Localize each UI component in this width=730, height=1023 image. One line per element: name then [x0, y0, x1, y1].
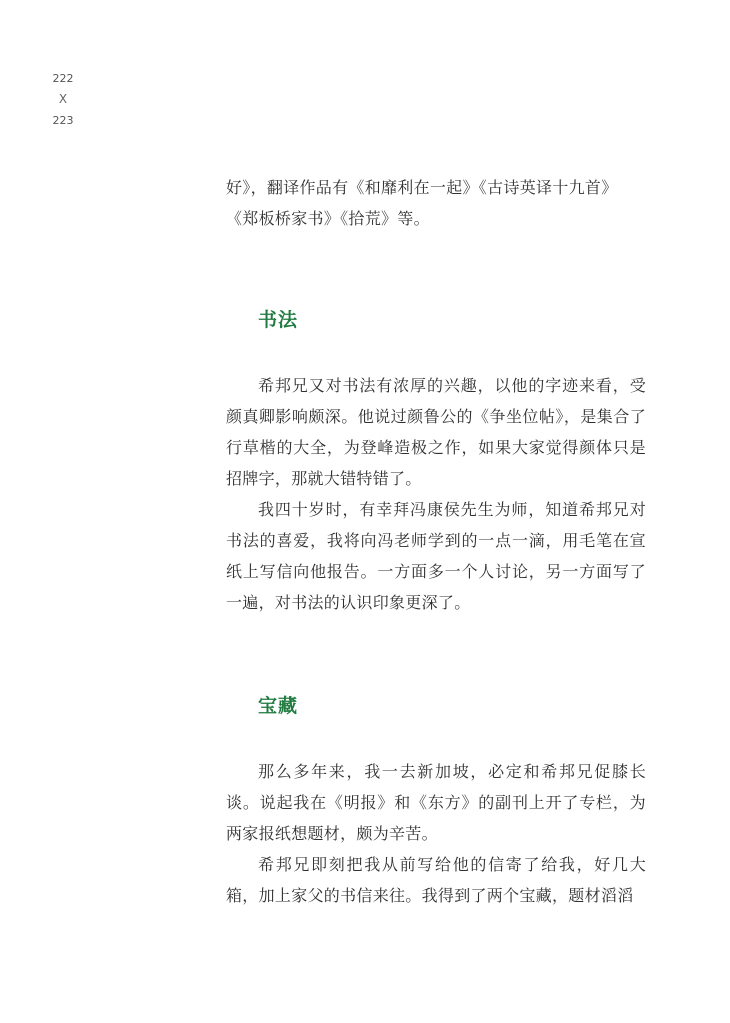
page-number-separator: X	[58, 92, 68, 106]
page-number-block	[46, 68, 80, 131]
section-heading-calligraphy: 书法	[258, 309, 299, 331]
page-number-right: 223	[52, 114, 74, 127]
page-number-left: 222	[52, 72, 74, 85]
continuation-line: 《郑板桥家书》《拾荒》等。	[226, 209, 430, 228]
section-heading-treasure: 宝藏	[258, 695, 299, 717]
paragraph: 希邦兄又对书法有浓厚的兴趣，以他的字迹来看，受颜真卿影响颇深。他说过颜鲁公的《争坐位帖》，是集合了行草楷的大全，为登峰造极之作，如果大家觉得颜体只是招牌字，那就大错特错了。	[226, 376, 646, 488]
text-column	[226, 172, 646, 911]
section-treasure-body	[226, 756, 646, 911]
continuation-line: 好》，翻译作品有《和靡利在一起》《古诗英译十九首》	[226, 178, 618, 197]
continuation-block	[226, 172, 646, 234]
section-calligraphy-body	[226, 370, 646, 618]
paragraph: 那么多年来，我一去新加坡，必定和希邦兄促膝长谈。说起我在《明报》和《东方》的副刊上开了专栏，为两家报纸想题材，颇为辛苦。	[226, 762, 646, 843]
paragraph: 我四十岁时，有幸拜冯康侯先生为师，知道希邦兄对书法的喜爱，我将向冯老师学到的一点一滴，用毛笔在宣纸上写信向他报告。一方面多一个人讨论，另一方面写了一遍，对书法的认识印象更深了。	[226, 500, 646, 612]
paragraph: 希邦兄即刻把我从前写给他的信寄了给我，好几大箱，加上家父的书信来往。我得到了两个宝藏，题材滔滔	[226, 855, 646, 905]
